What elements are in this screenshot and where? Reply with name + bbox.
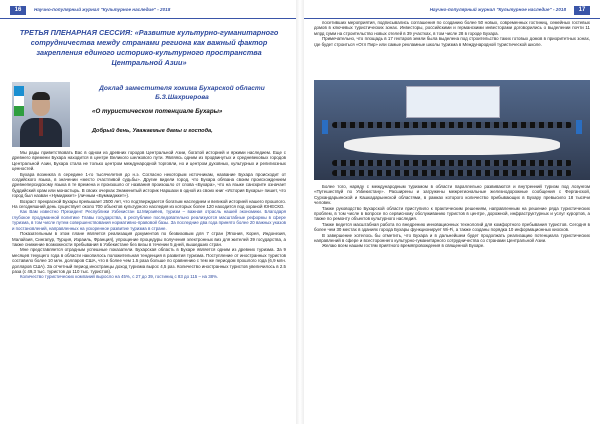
paragraph: Также руководство Бухарской области приступило к практическим решениям, направленным на решение ряда туристических проблем, в том числе в вопросе по сервисному обслуживанию туристов в центре, дорожной, инфраструктурных и услуг курортов, а также по ремонту объектов культурного наследия. [314,205,590,222]
greeting: Добрый день, Уважаемые дамы и господа, [92,128,213,134]
session-title: ТРЕТЬЯ ПЛЕНАРНАЯ СЕССИЯ: «Развитие культурно-гуманитарного сотрудничества между странами региона как важный фактор закрепления единого историко-культурного пространства Центральной Азии» [19,28,279,67]
paragraph: Более того, наряду с международным туризмом в области параллельно развиваются и внутренний туризм под лозунгом «Путешествуй по Узбекистану». Расширены и загружены межрегиональные железнодорожные сообщения с Ферганской, Сурхандарьинской и Кашкадарьинской областями, в рамках которого количество прибывающих в Бухару превысило 18 тысячи человек. [314,184,590,206]
speaker-hair [32,92,50,100]
conference-hall-photo [314,80,590,180]
paragraph: Желаю всем нашим гостям приятного времяпровождения в священной Бухаре. [322,243,485,249]
audience-row [332,122,572,128]
right-page [304,0,600,424]
paragraph: Мне представляется отрадным успешные показатели. Бухарская область в Бухаре является одним из древних туризма. За 9 месяцев текущего года в области накопилось положительная тенденция в развития туризма. Поступление от иностранных туристов составило более 10 млн. долларов США, что в более чем 1.5 раза больше по сравнению с тем же периодом прошлого года (6,9 млн. долларов США). За отчетный период иностранцы доход туризма вырос 4,5 раз. Количество иностранных туристов увеличилось в 2.5 раза (с 49,3 тыс. туристов до 110 тыс. туристов). [12,247,286,274]
audience-row [332,170,572,176]
speaker-tie [39,118,43,136]
paragraph: Возраст прекрасной Бухары превышает 2500 лет, что подтверждается богатым наследием и великой историей нашего прошлого. На сегодняшний день существует около 700 объектов культурного наследия из которых более 120 находится под охраной ЮНЕСКО. [12,198,286,210]
paragraph: Количество туристических компаний выросло на 45%, с 27 до 39, гостиниц с 83 до 115 – на 38%. [20,274,219,280]
flag-icon [14,86,24,116]
page-header [0,6,296,19]
right-top-text [314,20,590,78]
paragraph: Бухара возникла в середине 1-го тысячелетия до н.э. Согласно некоторым источникам, название Бухара происходит от согдийского языка, в значении «место счастливой судьбы». Другие видели город, что Бухара обязана своим происхождением древнеперсидскому языка в те времена и произошло от названия произошло от слова «Бухара», что на языке санскрите означает буддийский храм или монастырь. В своих очерках Знаменитый историк Наршахи в одной из своих книг «История Бухары» пишет, что город был назван «Нумиджкет» (личным «Буммиджкет»). [12,171,286,199]
banner-stand [576,120,582,134]
paragraph: Также ведется масштабная работа по внедрению инновационных технологий для комфортного пребывания туристов. Сегодня в более чем 30 местах в зданиях города Бухары функционирует Wi-Fi, а также созданы порядка 10 информационных киосков. [314,221,590,233]
page-header [304,6,600,19]
paragraph: Мы рады приветствовать Вас в одном из древних городов Центральной Азии, богатой историей и яркими наследием. Еще с древнего времени Бухара находится в центре Великого шелкового пути. Являясь одним из продвинутых и средневековых городов Центральной Азии, Бухара стала не только центром международной торговли, но и центром духовных, культурных и религиозных ценностей. [12,150,286,172]
running-title: Научно-популярный журнал "Культурное наследие" - 2018 [429,7,566,12]
round-table [344,135,560,155]
projection-screen [406,86,500,118]
paragraph: Примечательно, что площадь в 17 гектаров земли была выделена под строительство таких готовых домов в приоритетных зонах, где будет строиться «Отл Пир» или самые рекламные школы туризма в Международной туристической школе. [314,36,590,47]
left-page [0,0,296,424]
speaker-title: Доклад заместителя хокима Бухарской области Б.З.Шахриерова [99,85,265,101]
page-number: 16 [10,6,26,15]
running-title: Научно-популярный журнал "Культурное наследие" - 2018 [34,7,171,12]
banner-stand [322,120,328,134]
paragraph: посетивших мероприятия, подписывались соглашения по созданию более 50 новых, современных гостиниц, семейных гостевых домов в ключевых туристических зонах. Инвесторы, российскими и германскими инвесторами договорились о выделении почти 11 млрд сумм на строительство новых отелей в 39 участках, в том числе 28 в городе Бухара. [314,20,590,36]
spine-gutter [296,0,304,424]
speaker-photo [12,82,70,147]
page-number: 17 [574,6,590,15]
paragraph: Как Вам известно Президент Республики Узбекистан Ш.Мирзиёев, туризм – важная отрасль нашей экономики. Благодаря глубокое продуманной политике Главы государства, в республике последовательно реализуются масштабные реформы в сфере туризма, в том числе путем совершенствования нормативно-правовой базы. За последние два года принято более 20 важных указов и постановлений, направленных на ускоренное развитие туризма в стране. [12,209,286,231]
paragraph: В завершение хотелось бы отметить, что Бухара и в дальнейшем будет продолжать реализацию потенциала туристических направлений в сфере и всестороннего культурно-гуманитарного сотрудничества со странами Центральной Азии. [314,232,590,244]
right-body-text [314,184,590,420]
audience-row [332,160,572,166]
speech-title: «О туристическом потенциале Бухары» [92,108,223,115]
paragraph: Показательным в этом плане является реализация документов по безвизовым для 7 стран (Япония, Корея, Индонезия, Малайзия, Сингапур, Турция, Израиль, Франция), упрощение процедуры получения электронных виз для жителей 39 государства, а также снижение возможности пребывания в Узбекистане без визы в течении 5 дней, вышедших стран. [12,231,286,247]
left-body-text [12,150,286,418]
